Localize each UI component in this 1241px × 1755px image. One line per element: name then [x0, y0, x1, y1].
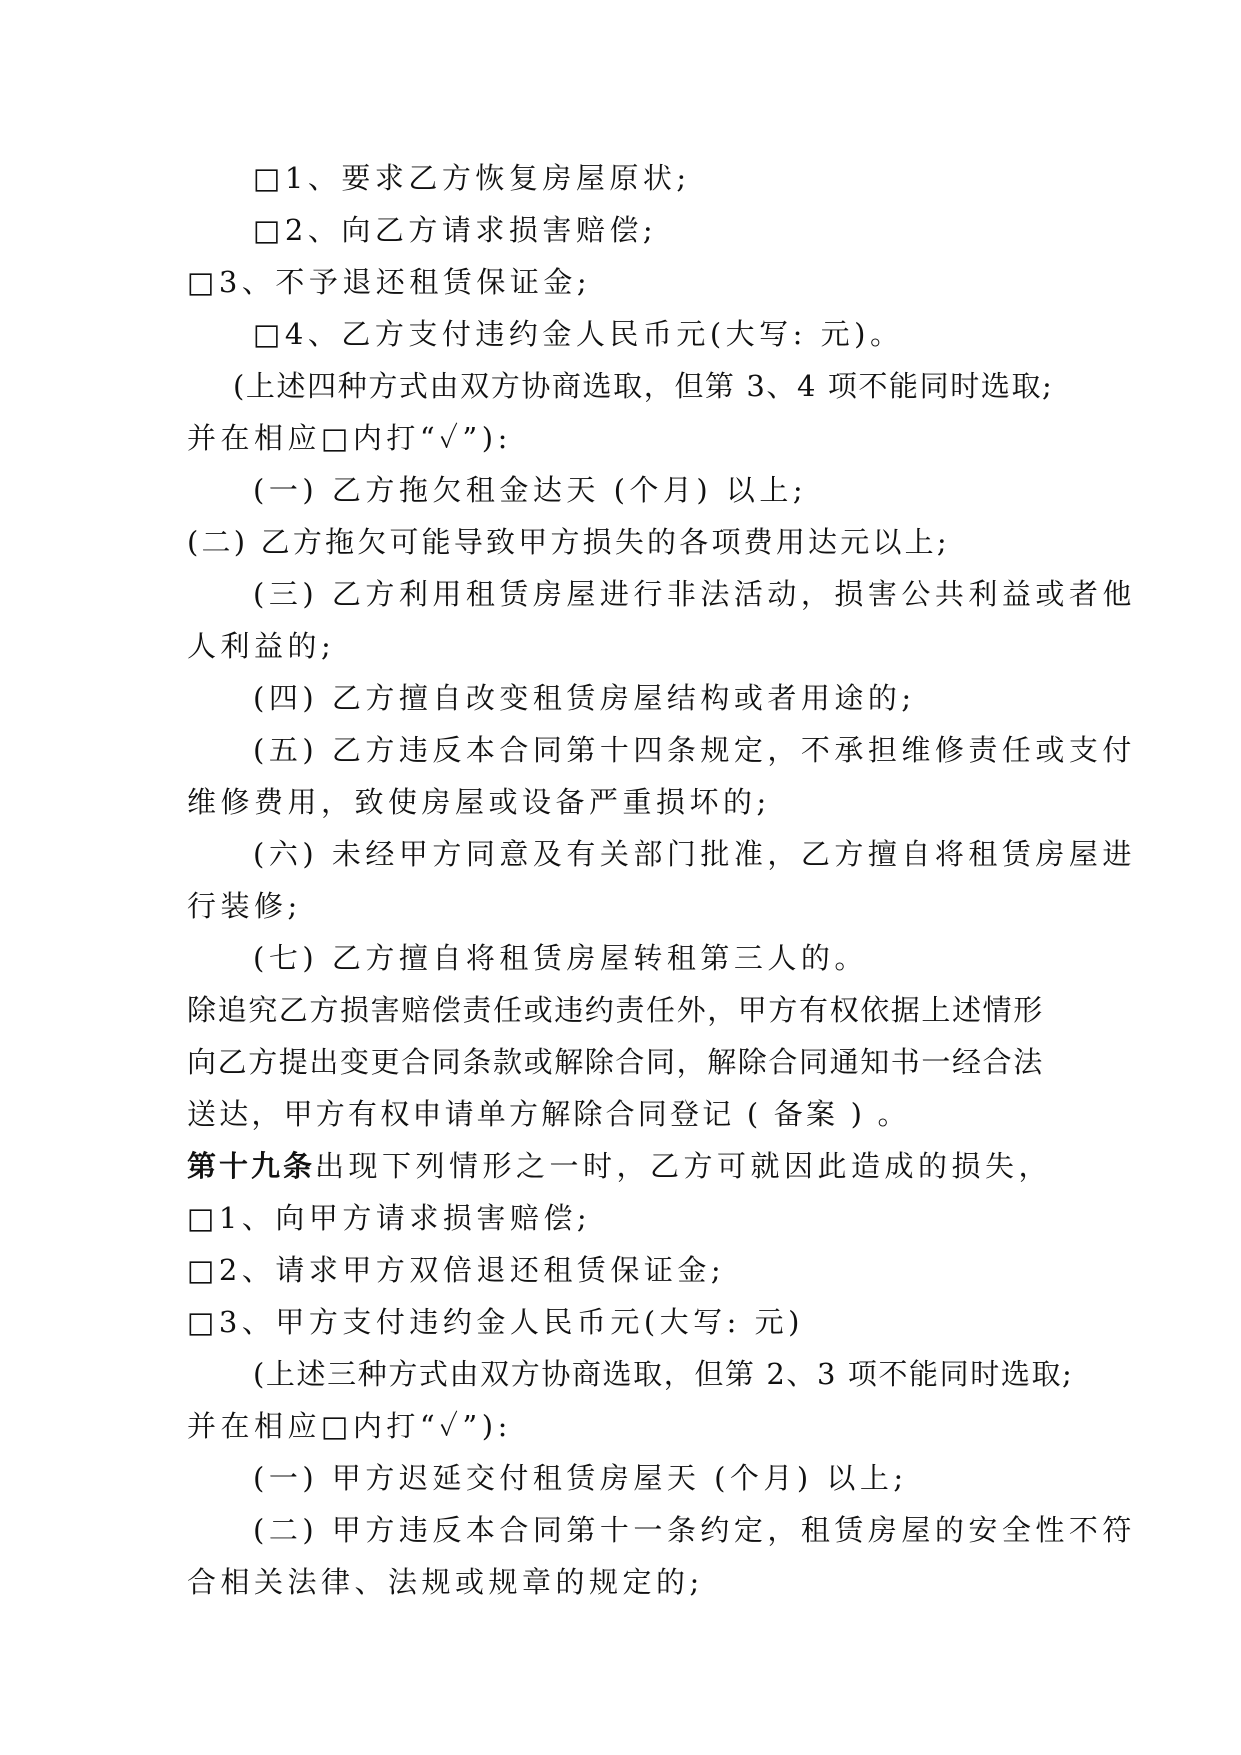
article-19-line	[187, 1146, 1052, 1186]
tenant-option-double-deposit: □2、请求甲方双倍退还租赁保证金;	[187, 1253, 726, 1287]
selection-note-line1: (上述四种方式由双方协商选取，但第 3、4 项不能同时选取;	[233, 369, 1054, 403]
article-19-heading: 第十九条	[187, 1149, 316, 1183]
selection-note-line2: 并在相应□内打“✓”):	[187, 421, 512, 455]
tenant-selection-note-line2: 并在相应□内打“✓”):	[187, 1409, 512, 1443]
option-restore-premises: □1、要求乙方恢复房屋原状;	[253, 161, 691, 195]
tenant-selection-note-line1: (上述三种方式由双方协商选取，但第 2、3 项不能同时选取;	[253, 1357, 1074, 1391]
option-withhold-deposit: □3、不予退还租赁保证金;	[187, 265, 592, 299]
remedy-paragraph-line3: 送达，甲方有权申请单方解除合同登记 ( 备案 ) 。	[187, 1097, 910, 1131]
condition-5-line2: 维修费用，致使房屋或设备严重损坏的;	[187, 785, 771, 819]
condition-4: (四) 乙方擅自改变租赁房屋结构或者用途的;	[253, 681, 916, 715]
condition-6-line2: 行装修;	[187, 889, 302, 923]
remedy-paragraph-line1: 除追究乙方损害赔偿责任或违约责任外，甲方有权依据上述情形	[187, 993, 1044, 1027]
condition-5-line1: (五) 乙方违反本合同第十四条规定，不承担维修责任或支付	[253, 733, 1136, 767]
condition-6-line1: (六) 未经甲方同意及有关部门批准，乙方擅自将租赁房屋进	[253, 837, 1136, 871]
condition-3-line2: 人利益的;	[187, 629, 336, 663]
remedy-paragraph-line2: 向乙方提出变更合同条款或解除合同，解除合同通知书一经合法	[187, 1045, 1044, 1079]
tenant-option-penalty: □3、甲方支付违约金人民币元(大写: 元)	[187, 1305, 804, 1339]
condition-1: (一) 乙方拖欠租金达天 (个月) 以上;	[253, 473, 808, 507]
tenant-option-claim-damages: □1、向甲方请求损害赔偿;	[187, 1201, 592, 1235]
landlord-condition-2-line1: (二) 甲方违反本合同第十一条约定，租赁房屋的安全性不符	[253, 1513, 1136, 1547]
option-penalty: □4、乙方支付违约金人民币元(大写: 元)。	[253, 317, 904, 351]
option-claim-damages: □2、向乙方请求损害赔偿;	[253, 213, 658, 247]
condition-7: (七) 乙方擅自将租赁房屋转租第三人的。	[253, 941, 868, 975]
landlord-condition-2-line2: 合相关法律、法规或规章的规定的;	[187, 1565, 704, 1599]
condition-3-line1: (三) 乙方利用租赁房屋进行非法活动，损害公共利益或者他	[253, 577, 1136, 611]
landlord-condition-1: (一) 甲方迟延交付租赁房屋天 (个月) 以上;	[253, 1461, 908, 1495]
article-19-text: 出现下列情形之一时，乙方可就因此造成的损失，	[315, 1149, 1053, 1183]
condition-2: (二) 乙方拖欠可能导致甲方损失的各项费用达元以上;	[187, 525, 950, 559]
